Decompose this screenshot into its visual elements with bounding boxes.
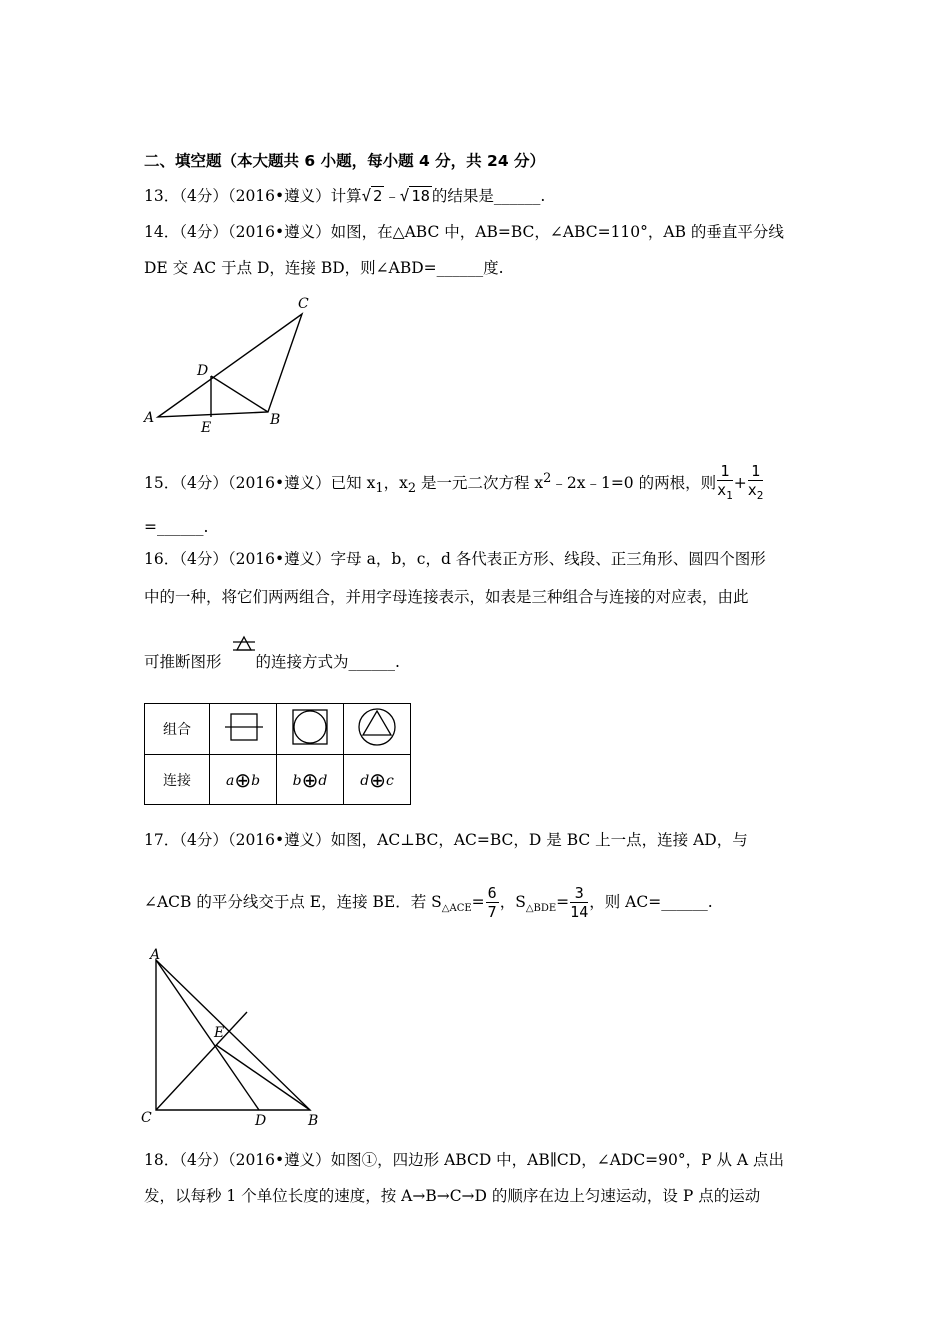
fraction-3-14: $\frac{3}{14}$	[570, 884, 589, 921]
q16-line-2: 中的一种，将它们两两组合，并用字母连接表示，如表是三种组合与连接的对应表，由此	[144, 588, 749, 606]
q16-line-1: 16．（4分）（2016•遵义）字母 a，b，c，d 各代表正方形、线段、正三角形、圆四个图形	[144, 550, 766, 568]
q18-line-2: 发，以每秒 1 个单位长度的速度，按 A→B→C→D 的顺序在边上匀速运动，设 P 点的运动	[144, 1187, 761, 1205]
right-triangle-acb-figure	[138, 942, 328, 1132]
circle-triangle-icon	[356, 707, 398, 747]
connection-cell-2: b⊕d	[277, 755, 344, 805]
fraction-6-7: $\frac{6}{7}$	[487, 884, 497, 921]
oplus-icon: ⊕	[234, 767, 252, 792]
section-title: 二、填空题（本大题共 6 小题，每小题 4 分，共 24 分）	[144, 152, 546, 170]
combination-table	[144, 703, 411, 805]
fraction-1-over-x1: $\frac{1}{x_1}$	[717, 462, 733, 502]
q14-line-2: DE 交 AC 于点 D，连接 BD，则∠ABD=______度.	[144, 259, 504, 277]
label-d: D	[197, 363, 209, 379]
q15-line-2: =______.	[144, 518, 209, 536]
square-line-icon	[223, 710, 263, 744]
row-label-combo: 组合	[145, 704, 210, 755]
connection-cell-3: d⊕c	[344, 755, 411, 805]
q14-line-1: 14．（4分）（2016•遵义）如图，在△ABC 中，AB=BC，∠ABC=110°，AB 的垂直平分线	[144, 223, 784, 241]
q18-line-1: 18．（4分）（2016•遵义）如图①，四边形 ABCD 中，AB∥CD，∠ADC=90°，P 从 A 点出	[144, 1151, 785, 1169]
label-b: B	[308, 1113, 319, 1129]
label-d: D	[255, 1113, 267, 1129]
q17-line-1: 17．（4分）（2016•遵义）如图，AC⊥BC，AC=BC，D 是 BC 上一点，连接 AD，与	[144, 831, 748, 849]
label-c: C	[298, 296, 309, 312]
connection-cell-1: a⊕b	[210, 755, 277, 805]
sqrt-2: √ 2	[361, 187, 383, 205]
sqrt-18: √ 18	[399, 187, 430, 205]
label-c: C	[141, 1110, 152, 1126]
question-15: 15．（4分）（2016•遵义）已知 $x_1$，$x_2$ 是一元二次方程 $x^2﹣2x﹣1=0$ 的两根，则 $\frac{1}{x_1}$ + $\frac{1}{x_2}$	[144, 463, 764, 505]
label-b: B	[270, 412, 281, 428]
q13-suffix: 的结果是______.	[431, 187, 546, 205]
triangle-abc	[158, 314, 302, 417]
table-row	[145, 704, 411, 755]
q13-prefix: 13．（4分）（2016•遵义）计算	[144, 187, 362, 205]
fraction-1-over-x2: $\frac{1}{x_2}$	[747, 462, 764, 502]
segment-db	[211, 376, 268, 412]
q16-line-3: 可推断图形 的连接方式为______.	[144, 653, 400, 671]
q17-line-2: ∠ACB 的平分线交于点 E，连接 BE．若 $S_{\triangle ACE}=$ $\frac{6}{7}$ ，$S_{\triangle BDE}=$ $\frac{3}{14}$ ，则 AC=______.	[144, 884, 713, 921]
q13-minus: ﹣	[384, 187, 400, 205]
segment-ad	[156, 960, 259, 1110]
label-a: A	[150, 947, 161, 963]
circle-with-triangle-figure	[344, 704, 411, 755]
question-13	[144, 185, 545, 207]
square-with-circle-figure	[277, 704, 344, 755]
square-circle-icon	[290, 708, 330, 746]
row-label-connect: 连接	[145, 755, 210, 805]
triangle-acb	[156, 960, 310, 1110]
label-a: A	[144, 410, 155, 426]
label-e: E	[201, 420, 212, 436]
label-e: E	[214, 1025, 225, 1041]
oplus-icon: ⊕	[301, 767, 319, 792]
square-with-line-figure	[210, 704, 277, 755]
segment-be	[216, 1045, 310, 1110]
oplus-icon: ⊕	[369, 767, 386, 792]
triangle-with-line-icon	[230, 633, 258, 655]
table-row	[145, 755, 411, 805]
triangle-abc-figure	[140, 292, 320, 437]
